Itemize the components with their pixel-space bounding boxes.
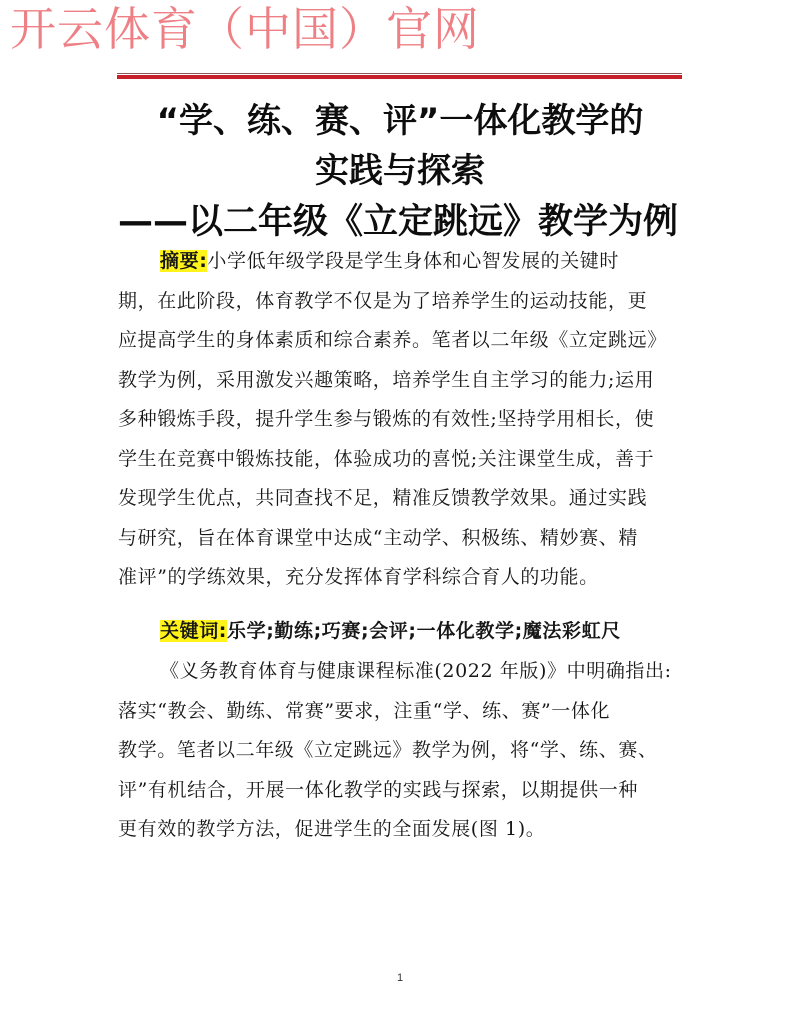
keywords-line (118, 612, 693, 652)
abstract-line: 准评”的学练效果，充分发挥体育学科综合育人的功能。 (118, 566, 599, 588)
title-line-2: 实践与探索 (315, 151, 485, 191)
body-line: 落实“教会、勤练、常赛”要求，注重“学、练、赛”一体化 (118, 699, 611, 722)
abstract-line: 教学为例，采用激发兴趣策略，培养学生自主学习的能力;运用 (118, 368, 655, 391)
abstract-line: 多种锻炼手段，提升学生参与锻炼的有效性;坚持学用相长，使 (118, 408, 655, 430)
subtitle: ——以二年级《立定跳远》教学为例 (118, 202, 679, 242)
keywords-text: 乐学;勤练;巧赛;会评;一体化教学;魔法彩虹尺 (227, 620, 621, 642)
header-rule-thick (117, 75, 682, 79)
keywords-label: 关键词: (160, 620, 227, 642)
body-line: 《义务教育体育与健康课程标准(2022 年版)》中明确指出: (160, 660, 672, 682)
body-line: 教学。笔者以二年级《立定跳远》教学为例，将“学、练、赛、 (118, 739, 658, 761)
body-line: 评”有机结合，开展一体化教学的实践与探索，以期提供一种 (118, 778, 638, 801)
abstract-line: 发现学生优点，共同查找不足，精准反馈教学效果。通过实践 (118, 487, 648, 509)
page-number: 1 (396, 972, 404, 984)
header-rule (117, 73, 682, 79)
abstract-line: 期，在此阶段，体育教学不仅是为了培养学生的运动技能，更 (118, 289, 648, 312)
abstract-line: 与研究，旨在体育课堂中达成“主动学、积极练、精妙赛、精 (118, 526, 638, 549)
abstract-line: 学生在竞赛中锻炼技能，体验成功的喜悦;关注课堂生成，善于 (118, 447, 655, 470)
keywords (118, 612, 693, 652)
watermark-text: 开云体育（中国）官网 (10, 2, 480, 56)
abstract (118, 242, 693, 598)
abstract-line: 应提高学生的身体素质和综合素养。笔者以二年级《立定跳远》 (118, 329, 667, 351)
abstract-line (118, 242, 693, 282)
abstract-text: 小学低年级学段是学生身体和心智发展的关键时 (207, 250, 620, 272)
abstract-label: 摘要: (160, 250, 208, 272)
title-line-1: “学、练、赛、评”一体化教学的 (156, 101, 644, 141)
body-paragraph (118, 652, 693, 850)
header-rule-thin (117, 73, 682, 74)
body-line: 更有效的教学方法，促进学生的全面发展(图 1)。 (118, 818, 546, 840)
